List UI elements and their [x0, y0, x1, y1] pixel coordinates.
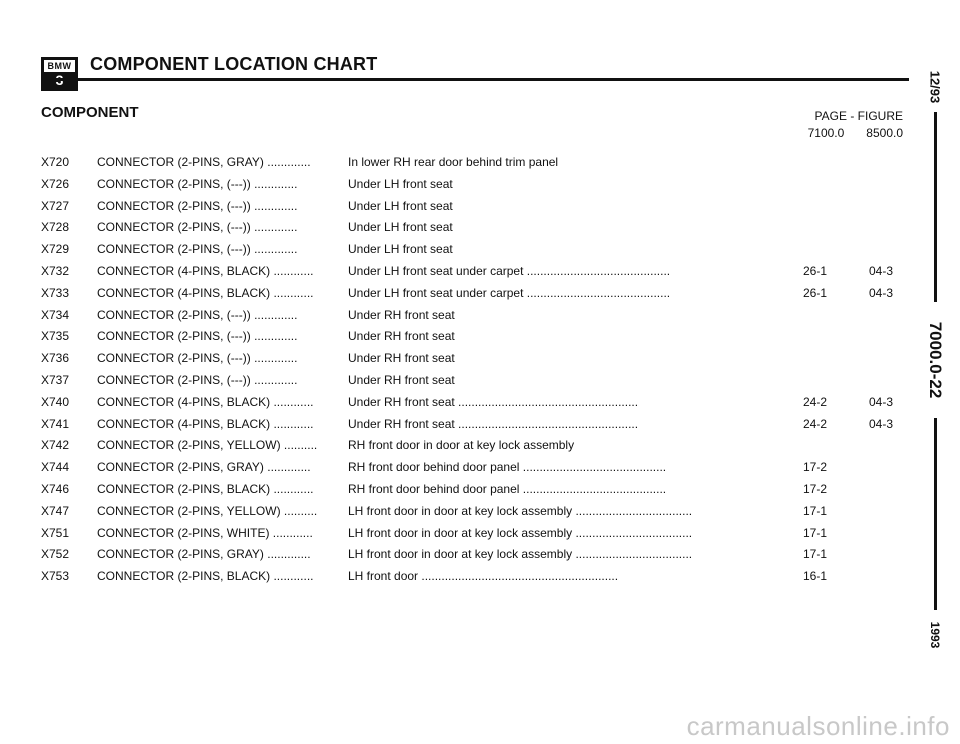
component-location: LH front door in door at key lock assembly ...................................: [348, 503, 693, 518]
component-list: [41, 152, 911, 588]
table-row: [41, 305, 911, 327]
component-code: X734: [41, 307, 70, 322]
component-location: Under LH front seat: [348, 242, 453, 257]
table-row: [41, 217, 911, 239]
component-description: CONNECTOR (4-PINS, BLACK) ............: [97, 394, 314, 409]
table-row: [41, 414, 911, 436]
table-row: [41, 566, 911, 588]
component-code: X744: [41, 460, 70, 475]
component-column-heading: COMPONENT: [41, 104, 139, 121]
component-code: X741: [41, 416, 70, 431]
page-reference: 17-2: [803, 460, 828, 475]
component-description: CONNECTOR (2-PINS, (---)) .............: [97, 329, 298, 344]
component-location: RH front door in door at key lock assembly: [348, 438, 575, 453]
page-reference: 24-2: [803, 416, 828, 431]
component-code: X747: [41, 503, 70, 518]
page-reference: 17-1: [803, 547, 828, 562]
component-description: CONNECTOR (2-PINS, (---)) .............: [97, 372, 298, 387]
revision-date: 12/93: [927, 70, 943, 104]
component-code: X720: [41, 155, 70, 169]
page-figure-label: PAGE - FIGURE: [814, 109, 903, 123]
component-code: X736: [41, 351, 70, 366]
component-location: In lower RH rear door behind trim panel: [348, 155, 559, 169]
page-reference: 17-1: [803, 503, 828, 518]
model-year: 1993: [928, 621, 942, 649]
component-code: X728: [41, 220, 70, 235]
watermark: carmanualsonline.info: [686, 711, 950, 741]
table-row: [41, 283, 911, 305]
page-reference: 16-1: [803, 569, 828, 584]
component-location: RH front door behind door panel ...........................................: [348, 460, 667, 475]
component-location: Under LH front seat: [348, 198, 453, 213]
component-description: CONNECTOR (2-PINS, (---)) .............: [97, 220, 298, 235]
component-description: CONNECTOR (4-PINS, BLACK) ............: [97, 285, 314, 300]
component-code: X751: [41, 525, 70, 540]
page-column-heading: 7100.0: [807, 126, 845, 140]
table-row: [41, 326, 911, 348]
figure-column-heading: 8500.0: [866, 126, 903, 140]
bmw-3-logo: [41, 57, 78, 91]
component-description: CONNECTOR (4-PINS, BLACK) ............: [97, 263, 314, 278]
component-code: X727: [41, 198, 70, 213]
component-description: CONNECTOR (4-PINS, BLACK) ............: [97, 416, 314, 431]
component-location: LH front door ...........................................................: [348, 569, 619, 584]
component-location: LH front door in door at key lock assembly ...................................: [348, 547, 693, 562]
manual-page-number: 7000.0-22: [926, 321, 945, 399]
component-location: Under LH front seat under carpet ...........................................: [348, 263, 671, 278]
page-reference: 17-1: [803, 525, 828, 540]
component-description: CONNECTOR (2-PINS, YELLOW) ..........: [97, 503, 318, 518]
margin-rule-top: [934, 112, 937, 302]
component-location: Under LH front seat under carpet ...........................................: [348, 285, 671, 300]
component-code: X732: [41, 263, 70, 278]
component-location: Under RH front seat: [348, 372, 455, 387]
component-description: CONNECTOR (2-PINS, GRAY) .............: [97, 460, 311, 475]
component-description: CONNECTOR (2-PINS, (---)) .............: [97, 242, 298, 257]
page-reference: 26-1: [803, 285, 828, 300]
component-description: CONNECTOR (2-PINS, GRAY) .............: [97, 155, 311, 169]
table-row: [41, 392, 911, 414]
component-code: X740: [41, 394, 70, 409]
table-row: [41, 523, 911, 545]
table-row: [41, 261, 911, 283]
component-code: X733: [41, 285, 70, 300]
table-row: [41, 435, 911, 457]
component-location: Under RH front seat ......................................................: [348, 394, 639, 409]
component-description: CONNECTOR (2-PINS, BLACK) ............: [97, 481, 314, 496]
component-code: X742: [41, 438, 70, 453]
page-reference: 24-2: [803, 394, 828, 409]
component-code: X752: [41, 547, 70, 562]
component-description: CONNECTOR (2-PINS, (---)) .............: [97, 351, 298, 366]
component-code: X735: [41, 329, 70, 344]
component-location: Under LH front seat: [348, 176, 453, 191]
component-code: X729: [41, 242, 70, 257]
component-description: CONNECTOR (2-PINS, (---)) .............: [97, 176, 298, 191]
component-location: LH front door in door at key lock assembly ...................................: [348, 525, 693, 540]
component-code: X753: [41, 569, 70, 584]
logo-top-text: BMW: [47, 61, 72, 71]
component-description: CONNECTOR (2-PINS, WHITE) ............: [97, 525, 313, 540]
component-location: Under RH front seat: [348, 307, 455, 322]
page-figure-heading: [808, 108, 903, 142]
table-row: [41, 370, 911, 392]
margin-rule-bottom: [934, 418, 937, 610]
component-code: X726: [41, 176, 70, 191]
component-location: Under RH front seat: [348, 329, 455, 344]
component-description: CONNECTOR (2-PINS, BLACK) ............: [97, 569, 314, 584]
component-code: X746: [41, 481, 70, 496]
component-location: RH front door behind door panel ...........................................: [348, 481, 667, 496]
component-description: CONNECTOR (2-PINS, (---)) .............: [97, 307, 298, 322]
table-row: [41, 479, 911, 501]
table-row: [41, 239, 911, 261]
component-code: X737: [41, 372, 70, 387]
component-location: Under RH front seat ......................................................: [348, 416, 639, 431]
page-reference: 17-2: [803, 481, 828, 496]
page-reference: 26-1: [803, 263, 828, 278]
table-row: [41, 348, 911, 370]
table-row: [41, 457, 911, 479]
table-row: [41, 196, 911, 218]
title-rule: [41, 78, 909, 81]
figure-reference: 04-3: [869, 285, 894, 300]
component-description: CONNECTOR (2-PINS, (---)) .............: [97, 198, 298, 213]
table-row: [41, 152, 911, 174]
table-row: [41, 501, 911, 523]
table-row: [41, 174, 911, 196]
page-title: COMPONENT LOCATION CHART: [90, 54, 378, 74]
figure-reference: 04-3: [869, 394, 894, 409]
component-location: Under LH front seat: [348, 220, 453, 235]
component-description: CONNECTOR (2-PINS, GRAY) .............: [97, 547, 311, 562]
figure-reference: 04-3: [869, 416, 894, 431]
table-row: [41, 544, 911, 566]
component-description: CONNECTOR (2-PINS, YELLOW) ..........: [97, 438, 318, 453]
figure-reference: 04-3: [869, 263, 894, 278]
component-location: Under RH front seat: [348, 351, 455, 366]
